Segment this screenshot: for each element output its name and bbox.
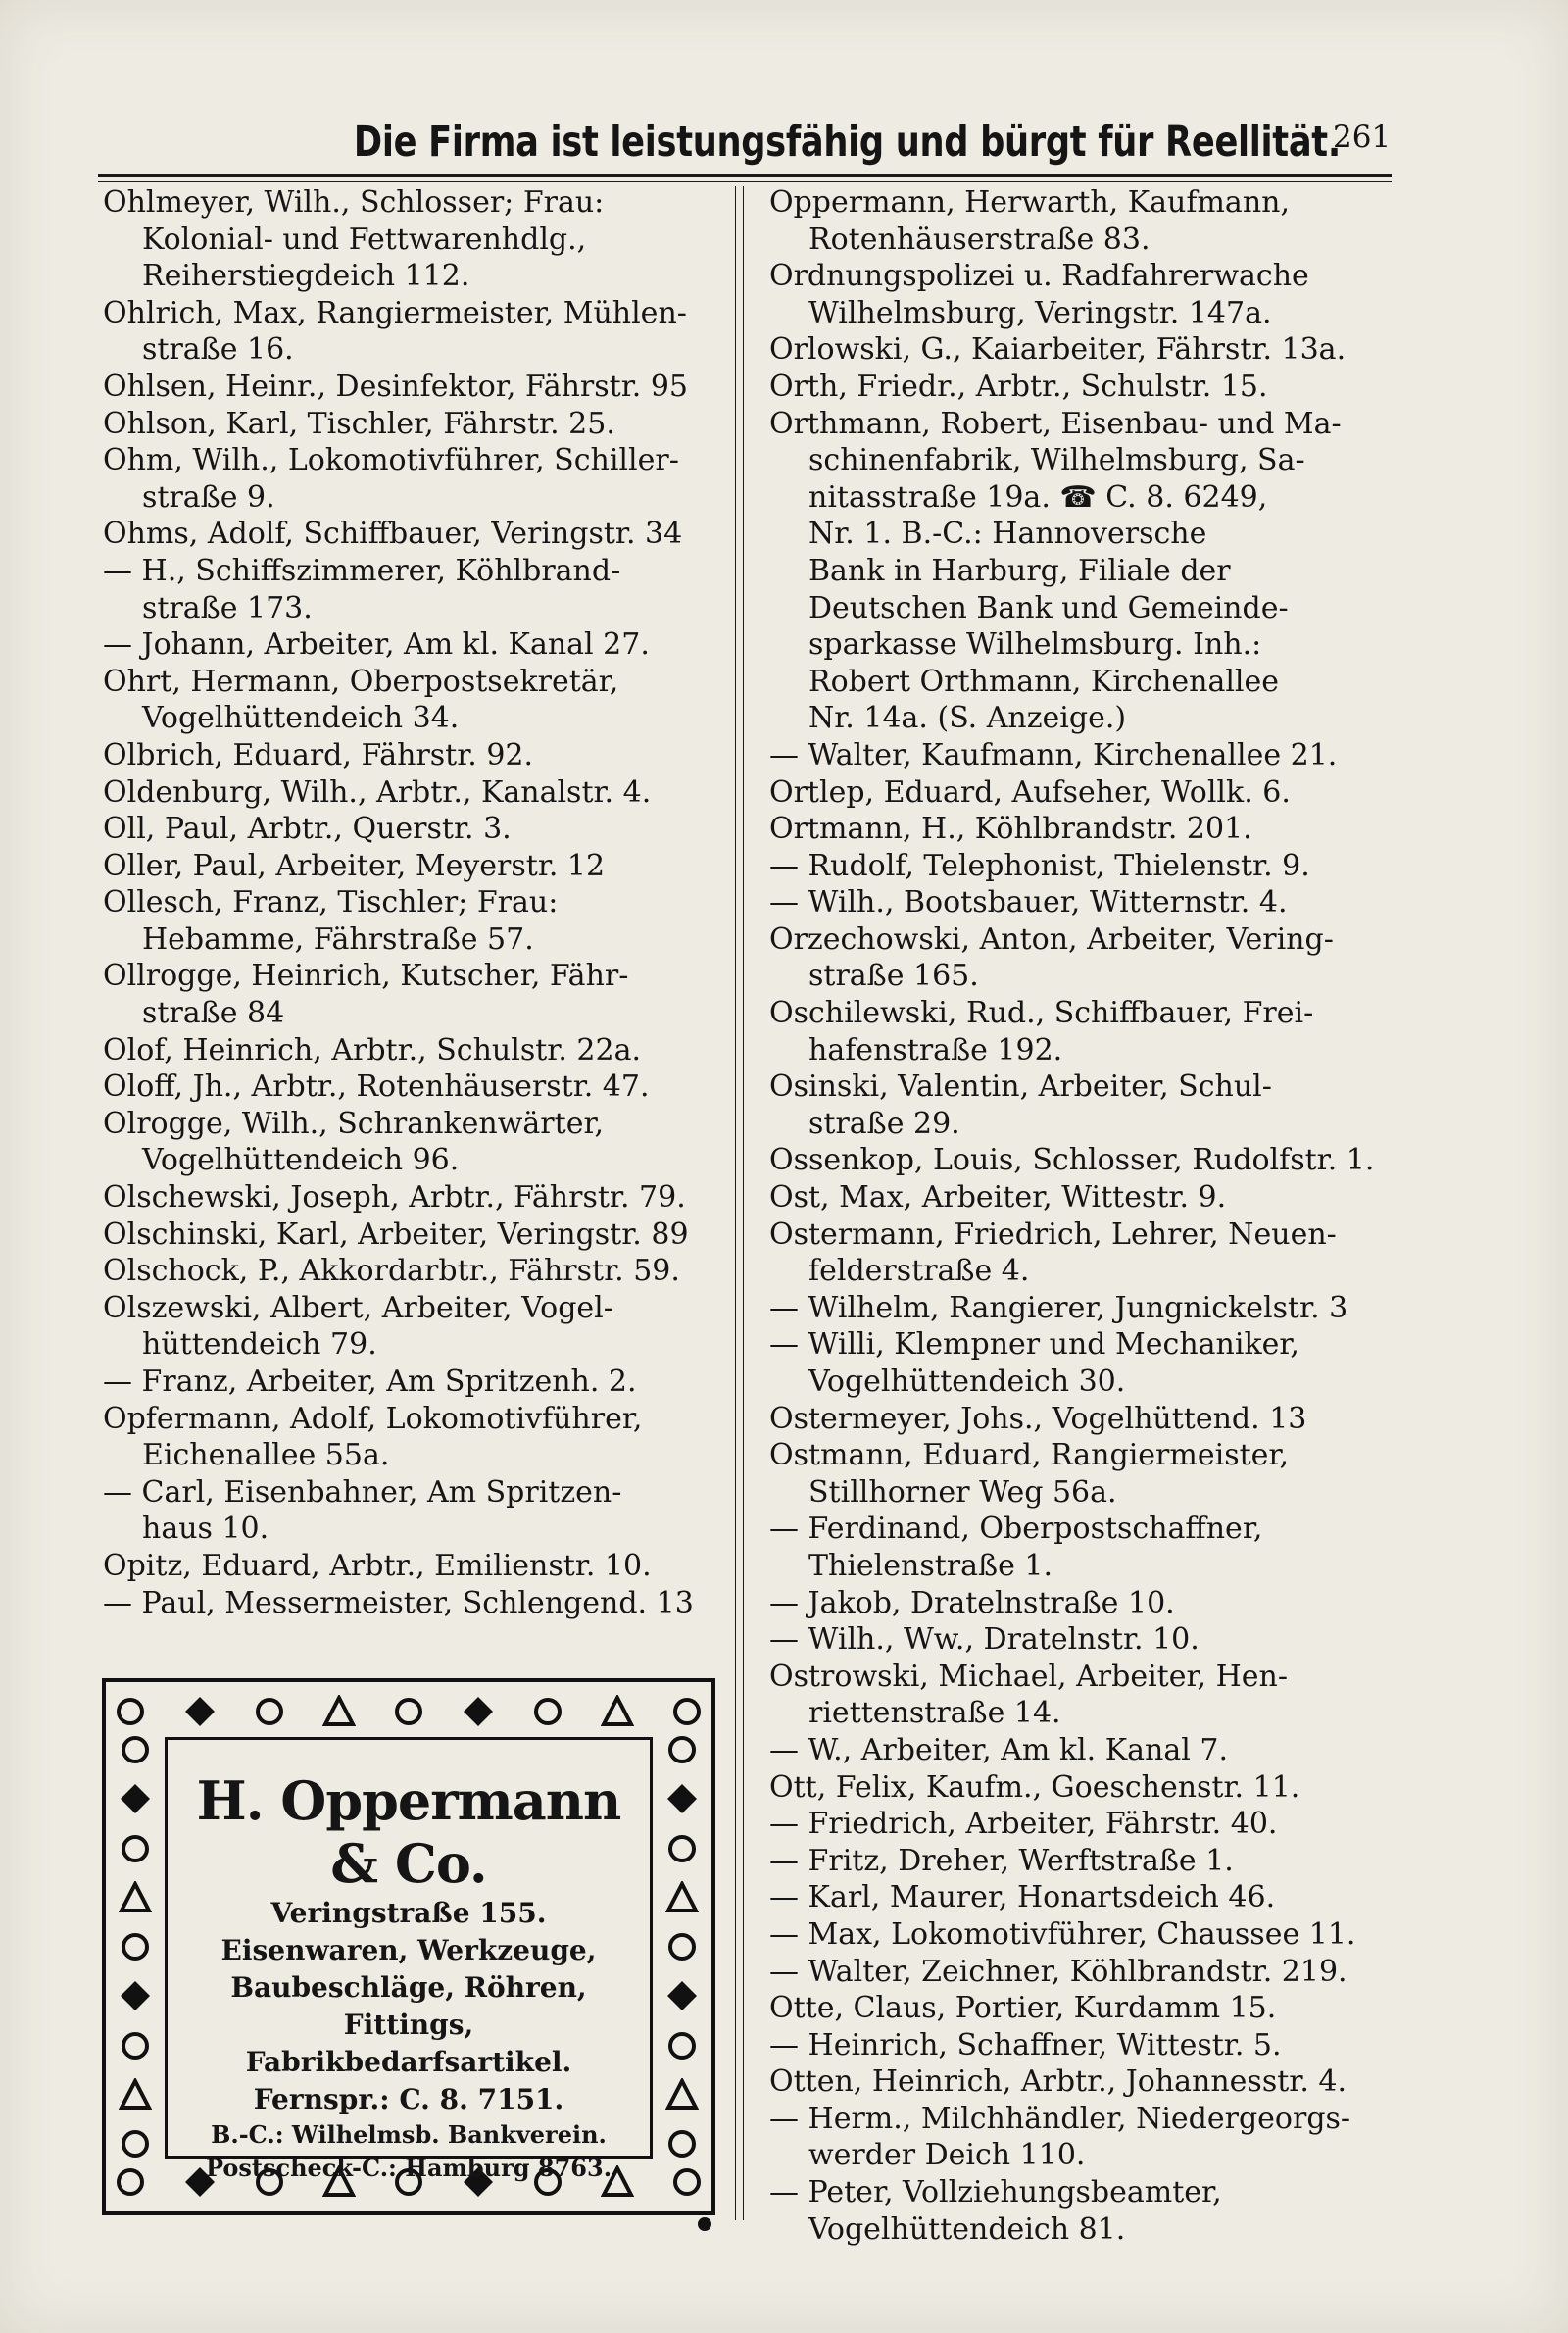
directory-entry — [103, 1401, 720, 1474]
directory-entry — [103, 848, 720, 885]
circle-ornament-icon — [114, 2165, 147, 2199]
directory-entry — [103, 884, 720, 958]
page-header-title: Die Firma ist leistungsfähig und bürgt für Reellität. — [353, 118, 1341, 167]
entry-line: Orlowski, G., Kaiarbeiter, Fährstr. 13a. — [769, 332, 1347, 368]
entry-line: — Carl, Eisenbahner, Am Spritzen- — [103, 1474, 622, 1510]
entry-continuation-line: Nr. 1. B.-C.: Hannoversche — [808, 517, 1207, 552]
diamond-ornament-icon — [665, 1782, 699, 1815]
directory-entry — [769, 2027, 1396, 2064]
diamond-ornament-icon — [183, 1695, 217, 1728]
entry-line: — Friedrich, Arbeiter, Fährstr. 40. — [769, 1807, 1278, 1842]
entry-line: Oldenburg, Wilh., Arbtr., Kanalstr. 4. — [103, 774, 652, 810]
entry-line: — Heinrich, Schaffner, Wittestr. 5. — [769, 2027, 1282, 2062]
entry-line: — Fritz, Dreher, Werftstraße 1. — [769, 1843, 1234, 1878]
entry-line: Ortmann, H., Köhlbrandstr. 201. — [769, 812, 1252, 847]
entry-continuation-line: felderstraße 4. — [808, 1254, 1030, 1289]
ad-address: Veringstraße 155. — [270, 1897, 547, 1929]
right-column — [769, 184, 1396, 2248]
ornament-border-left — [114, 1733, 157, 2160]
directory-entry — [103, 1106, 720, 1179]
entry-line: — H., Schiffszimmerer, Köhlbrand- — [103, 553, 621, 588]
directory-entry — [103, 626, 720, 664]
circle-ornament-icon — [119, 1930, 152, 1963]
circle-ornament-icon — [665, 2127, 699, 2160]
directory-entry — [103, 295, 720, 369]
circle-ornament-icon — [665, 2029, 699, 2062]
directory-entry — [769, 1621, 1396, 1659]
directory-entry — [769, 921, 1396, 995]
entry-line: — Walter, Zeichner, Köhlbrandstr. 219. — [769, 1954, 1348, 1989]
directory-entry — [103, 1068, 720, 1106]
entry-continuation-line: straße 84 — [142, 996, 285, 1031]
entry-line: — Jakob, Dratelnstraße 10. — [769, 1585, 1175, 1620]
entry-continuation-line: Wilhelmsburg, Veringstr. 147a. — [808, 295, 1272, 330]
directory-entry — [769, 2063, 1396, 2101]
directory-entry — [769, 774, 1396, 812]
directory-entry — [769, 1732, 1396, 1769]
circle-ornament-icon — [119, 2029, 152, 2062]
directory-entry — [769, 1326, 1396, 1400]
entry-continuation-line: Vogelhüttendeich 34. — [142, 701, 460, 736]
entry-line: Orthmann, Robert, Eisenbau- und Ma- — [769, 406, 1342, 441]
entry-line: Otte, Claus, Portier, Kurdamm 15. — [769, 1991, 1277, 2026]
directory-entry — [769, 1769, 1396, 1807]
entry-continuation-line: hüttendeich 79. — [142, 1327, 377, 1363]
directory-entry — [769, 2101, 1396, 2174]
entry-line: Opitz, Eduard, Arbtr., Emilienstr. 10. — [103, 1548, 652, 1583]
directory-entry — [103, 1216, 720, 1254]
entry-line: — Wilh., Ww., Dratelnstr. 10. — [769, 1622, 1200, 1658]
directory-entry — [769, 406, 1396, 737]
entry-continuation-line: straße 9. — [142, 479, 275, 515]
entry-continuation-line: Hebamme, Fährstraße 57. — [142, 921, 534, 957]
entry-line: Ordnungspolizei u. Radfahrerwache — [769, 259, 1309, 294]
directory-entry — [103, 1364, 720, 1401]
entry-continuation-line: hafenstraße 192. — [808, 1032, 1063, 1067]
circle-ornament-icon — [392, 1695, 425, 1728]
entry-line: — W., Arbeiter, Am kl. Kanal 7. — [769, 1732, 1228, 1767]
entry-line: — Willi, Klempner und Mechaniker, — [769, 1327, 1299, 1363]
entry-continuation-line: Nr. 14a. (S. Anzeige.) — [808, 701, 1127, 736]
entry-line: Ohlmeyer, Wilh., Schlosser; Frau: — [103, 185, 605, 220]
circle-ornament-icon — [665, 1930, 699, 1963]
entry-line: Osinski, Valentin, Arbeiter, Schul- — [769, 1069, 1272, 1105]
directory-entry — [769, 369, 1396, 406]
circle-ornament-icon — [119, 1832, 152, 1865]
header-rule-thin — [98, 181, 1392, 182]
directory-entry — [769, 1879, 1396, 1916]
entry-line: Olrogge, Wilh., Schrankenwärter, — [103, 1106, 605, 1141]
entry-continuation-line: Thielenstraße 1. — [808, 1548, 1053, 1583]
triangle-ornament-icon — [601, 1695, 634, 1728]
entry-line: Olschock, P., Akkordarbtr., Fährstr. 59. — [103, 1254, 680, 1289]
circle-ornament-icon — [253, 1695, 286, 1728]
entry-line: Ott, Felix, Kaufm., Goeschenstr. 11. — [769, 1769, 1300, 1805]
ad-company-name: H. Oppermann & Co. — [196, 1769, 621, 1895]
entry-line: Oller, Paul, Arbeiter, Meyerstr. 12 — [103, 848, 606, 883]
diamond-ornament-icon — [119, 1979, 152, 2012]
entry-line: Otten, Heinrich, Arbtr., Johannesstr. 4. — [769, 2064, 1348, 2100]
entry-line: Ollesch, Franz, Tischler; Frau: — [103, 885, 559, 920]
directory-entry — [769, 737, 1396, 774]
directory-entry — [103, 774, 720, 812]
entry-line: — Wilh., Bootsbauer, Witternstr. 4. — [769, 885, 1288, 920]
ad-products-line: Fittings, — [343, 2009, 474, 2041]
directory-entry — [769, 258, 1396, 331]
entry-continuation-line: Reiherstiegdeich 112. — [142, 259, 470, 294]
directory-entry — [769, 1659, 1396, 1732]
directory-entry — [103, 1474, 720, 1548]
directory-entry — [769, 1843, 1396, 1880]
entry-continuation-line: nitasstraße 19a. ☎ C. 8. 6249, — [808, 479, 1268, 515]
entry-line: Ohlsen, Heinr., Desinfektor, Fährstr. 95 — [103, 369, 688, 404]
directory-entry — [103, 737, 720, 774]
entry-continuation-line: straße 29. — [808, 1106, 960, 1141]
entry-continuation-line: Rotenhäuserstraße 83. — [808, 222, 1151, 257]
directory-entry — [769, 1216, 1396, 1290]
circle-ornament-icon — [665, 1733, 699, 1766]
circle-ornament-icon — [119, 1733, 152, 1766]
diamond-ornament-icon — [462, 1695, 495, 1728]
directory-entry — [769, 1290, 1396, 1327]
entry-continuation-line: riettenstraße 14. — [808, 1696, 1061, 1731]
advertisement-box — [102, 1678, 715, 2215]
triangle-ornament-icon — [665, 1881, 699, 1914]
entry-line: Ostermeyer, Johs., Vogelhüttend. 13 — [769, 1401, 1307, 1436]
left-column — [103, 184, 720, 1621]
entry-line: Ostrowski, Michael, Arbeiter, Hen- — [769, 1659, 1288, 1694]
directory-entry — [103, 369, 720, 406]
ornament-border-top — [114, 1690, 704, 1733]
diamond-ornament-icon — [665, 1979, 699, 2012]
entry-line: — Paul, Messermeister, Schlengend. 13 — [103, 1585, 694, 1620]
directory-entry — [769, 1916, 1396, 1954]
entry-continuation-line: straße 173. — [142, 590, 313, 625]
column-divider — [735, 186, 736, 2220]
entry-line: Olbrich, Eduard, Fährstr. 92. — [103, 737, 534, 772]
directory-entry — [769, 1068, 1396, 1142]
triangle-ornament-icon — [119, 1881, 152, 1914]
directory-entry — [769, 848, 1396, 885]
entry-line: — Herm., Milchhändler, Niedergeorgs- — [769, 2101, 1351, 2136]
ad-products-line: Eisenwaren, Werkzeuge, — [220, 1934, 597, 1966]
circle-ornament-icon — [119, 2127, 152, 2160]
directory-entry — [769, 1142, 1396, 1179]
directory-entry — [769, 1511, 1396, 1584]
entry-line: Ollrogge, Heinrich, Kutscher, Fähr- — [103, 959, 629, 994]
entry-line: Olof, Heinrich, Arbtr., Schulstr. 22a. — [103, 1032, 641, 1067]
page-bullet-dot — [698, 2217, 711, 2231]
directory-entry — [103, 1548, 720, 1585]
column-divider — [743, 186, 744, 2220]
entry-continuation-line: Deutschen Bank und Gemeinde- — [808, 590, 1289, 625]
entry-line: Ossenkop, Louis, Schlosser, Rudolfstr. 1. — [769, 1143, 1375, 1178]
entry-line: — Rudolf, Telephonist, Thielenstr. 9. — [769, 848, 1310, 883]
entry-line: — Franz, Arbeiter, Am Spritzenh. 2. — [103, 1365, 637, 1399]
entry-continuation-line: Stillhorner Weg 56a. — [808, 1474, 1117, 1510]
directory-entry — [103, 1179, 720, 1216]
directory-entry — [769, 811, 1396, 848]
entry-line: — Max, Lokomotivführer, Chaussee 11. — [769, 1916, 1356, 1952]
entry-line: Opfermann, Adolf, Lokomotivführer, — [103, 1401, 643, 1436]
entry-continuation-line: schinenfabrik, Wilhelmsburg, Sa- — [808, 443, 1305, 478]
directory-entry — [103, 811, 720, 848]
directory-entry — [769, 1806, 1396, 1843]
triangle-ornament-icon — [119, 2078, 152, 2111]
directory-entry — [769, 1401, 1396, 1438]
ad-bank: B.-C.: Wilhelmsb. Bankverein. — [211, 2120, 607, 2149]
directory-entry — [769, 1437, 1396, 1511]
entry-line: Oschilewski, Rud., Schiffbauer, Frei- — [769, 996, 1314, 1031]
directory-entry — [103, 1290, 720, 1364]
ornament-border-right — [661, 1733, 704, 2160]
directory-entry — [103, 1253, 720, 1290]
directory-entry — [769, 1954, 1396, 1991]
ad-postcheck: Postscheck-C.: Hamburg 8763. — [205, 2154, 612, 2182]
entry-line: Orth, Friedr., Arbtr., Schulstr. 15. — [769, 369, 1268, 404]
entry-continuation-line: Vogelhüttendeich 96. — [142, 1143, 460, 1178]
circle-ornament-icon — [665, 1832, 699, 1865]
entry-line: Olszewski, Albert, Arbeiter, Vogel- — [103, 1290, 613, 1325]
entry-line: Ortlep, Eduard, Aufseher, Wollk. 6. — [769, 774, 1291, 810]
entry-continuation-line: Eichenallee 55a. — [142, 1438, 390, 1473]
entry-line: Ostmann, Eduard, Rangiermeister, — [769, 1438, 1289, 1473]
entry-line: Olschewski, Joseph, Arbtr., Fährstr. 79. — [103, 1180, 686, 1216]
entry-line: Ost, Max, Arbeiter, Wittestr. 9. — [769, 1180, 1227, 1216]
directory-entry — [769, 995, 1396, 1068]
diamond-ornament-icon — [119, 1782, 152, 1815]
advertisement-content — [165, 1737, 653, 2182]
directory-entry — [769, 2174, 1396, 2248]
entry-line: Oppermann, Herwarth, Kaufmann, — [769, 185, 1290, 220]
entry-line: — Walter, Kaufmann, Kirchenallee 21. — [769, 737, 1338, 772]
entry-line: Ostermann, Friedrich, Lehrer, Neuen- — [769, 1216, 1337, 1252]
directory-entry — [769, 1990, 1396, 2027]
circle-ornament-icon — [670, 2165, 704, 2199]
directory-entry — [103, 184, 720, 295]
directory-entry — [103, 516, 720, 553]
entry-line: Oloff, Jh., Arbtr., Rotenhäuserstr. 47. — [103, 1069, 650, 1105]
entry-line: Ohlson, Karl, Tischler, Fährstr. 25. — [103, 406, 615, 441]
entry-line: Olschinski, Karl, Arbeiter, Veringstr. 89 — [103, 1216, 689, 1252]
entry-continuation-line: Vogelhüttendeich 81. — [808, 2211, 1126, 2247]
entry-continuation-line: straße 16. — [142, 332, 294, 368]
entry-line: — Peter, Vollziehungsbeamter, — [769, 2175, 1222, 2210]
entry-line: — Karl, Maurer, Honartsdeich 46. — [769, 1880, 1276, 1915]
entry-line: Oll, Paul, Arbtr., Querstr. 3. — [103, 812, 512, 847]
ad-phone: Fernspr.: C. 8. 7151. — [253, 2083, 564, 2115]
circle-ornament-icon — [114, 1695, 147, 1728]
triangle-ornament-icon — [322, 1695, 356, 1728]
entry-continuation-line: Robert Orthmann, Kirchenallee — [808, 664, 1280, 699]
directory-entry — [103, 553, 720, 626]
triangle-ornament-icon — [665, 2078, 699, 2111]
directory-entry — [103, 1585, 720, 1622]
directory-entry — [769, 184, 1396, 258]
entry-continuation-line: sparkasse Wilhelmsburg. Inh.: — [808, 627, 1262, 663]
entry-line: Ohrt, Hermann, Oberpostsekretär, — [103, 664, 619, 699]
entry-continuation-line: straße 165. — [808, 959, 979, 994]
directory-entry — [769, 1179, 1396, 1216]
directory-entry — [103, 406, 720, 443]
entry-line: Orzechowski, Anton, Arbeiter, Vering- — [769, 921, 1334, 957]
circle-ornament-icon — [670, 1695, 704, 1728]
directory-entry — [103, 442, 720, 516]
entry-line: Ohms, Adolf, Schiffbauer, Veringstr. 34 — [103, 517, 683, 552]
entry-line: Ohlrich, Max, Rangiermeister, Mühlen- — [103, 295, 687, 330]
entry-line: — Johann, Arbeiter, Am kl. Kanal 27. — [103, 627, 650, 663]
entry-continuation-line: Vogelhüttendeich 30. — [808, 1365, 1126, 1399]
ad-products-line: Baubeschläge, Röhren, — [230, 1971, 587, 2004]
entry-continuation-line: Kolonial- und Fettwarenhdlg., — [142, 222, 587, 257]
entry-line: — Ferdinand, Oberpostschaffner, — [769, 1512, 1263, 1547]
directory-entry — [103, 664, 720, 737]
ad-products-line: Fabrikbedarfsartikel. — [245, 2046, 572, 2078]
header-rule — [98, 174, 1392, 177]
entry-continuation-line: haus 10. — [142, 1512, 270, 1547]
page-number: 261 — [1333, 120, 1392, 155]
directory-entry — [103, 1032, 720, 1069]
directory-entry — [769, 331, 1396, 369]
entry-line: Ohm, Wilh., Lokomotivführer, Schiller- — [103, 443, 679, 478]
circle-ornament-icon — [531, 1695, 564, 1728]
directory-entry — [103, 958, 720, 1031]
entry-continuation-line: Bank in Harburg, Filiale der — [808, 553, 1231, 588]
entry-continuation-line: werder Deich 110. — [808, 2138, 1086, 2173]
entry-line: — Wilhelm, Rangierer, Jungnickelstr. 3 — [769, 1290, 1348, 1325]
directory-entry — [769, 1585, 1396, 1622]
directory-entry — [769, 884, 1396, 921]
